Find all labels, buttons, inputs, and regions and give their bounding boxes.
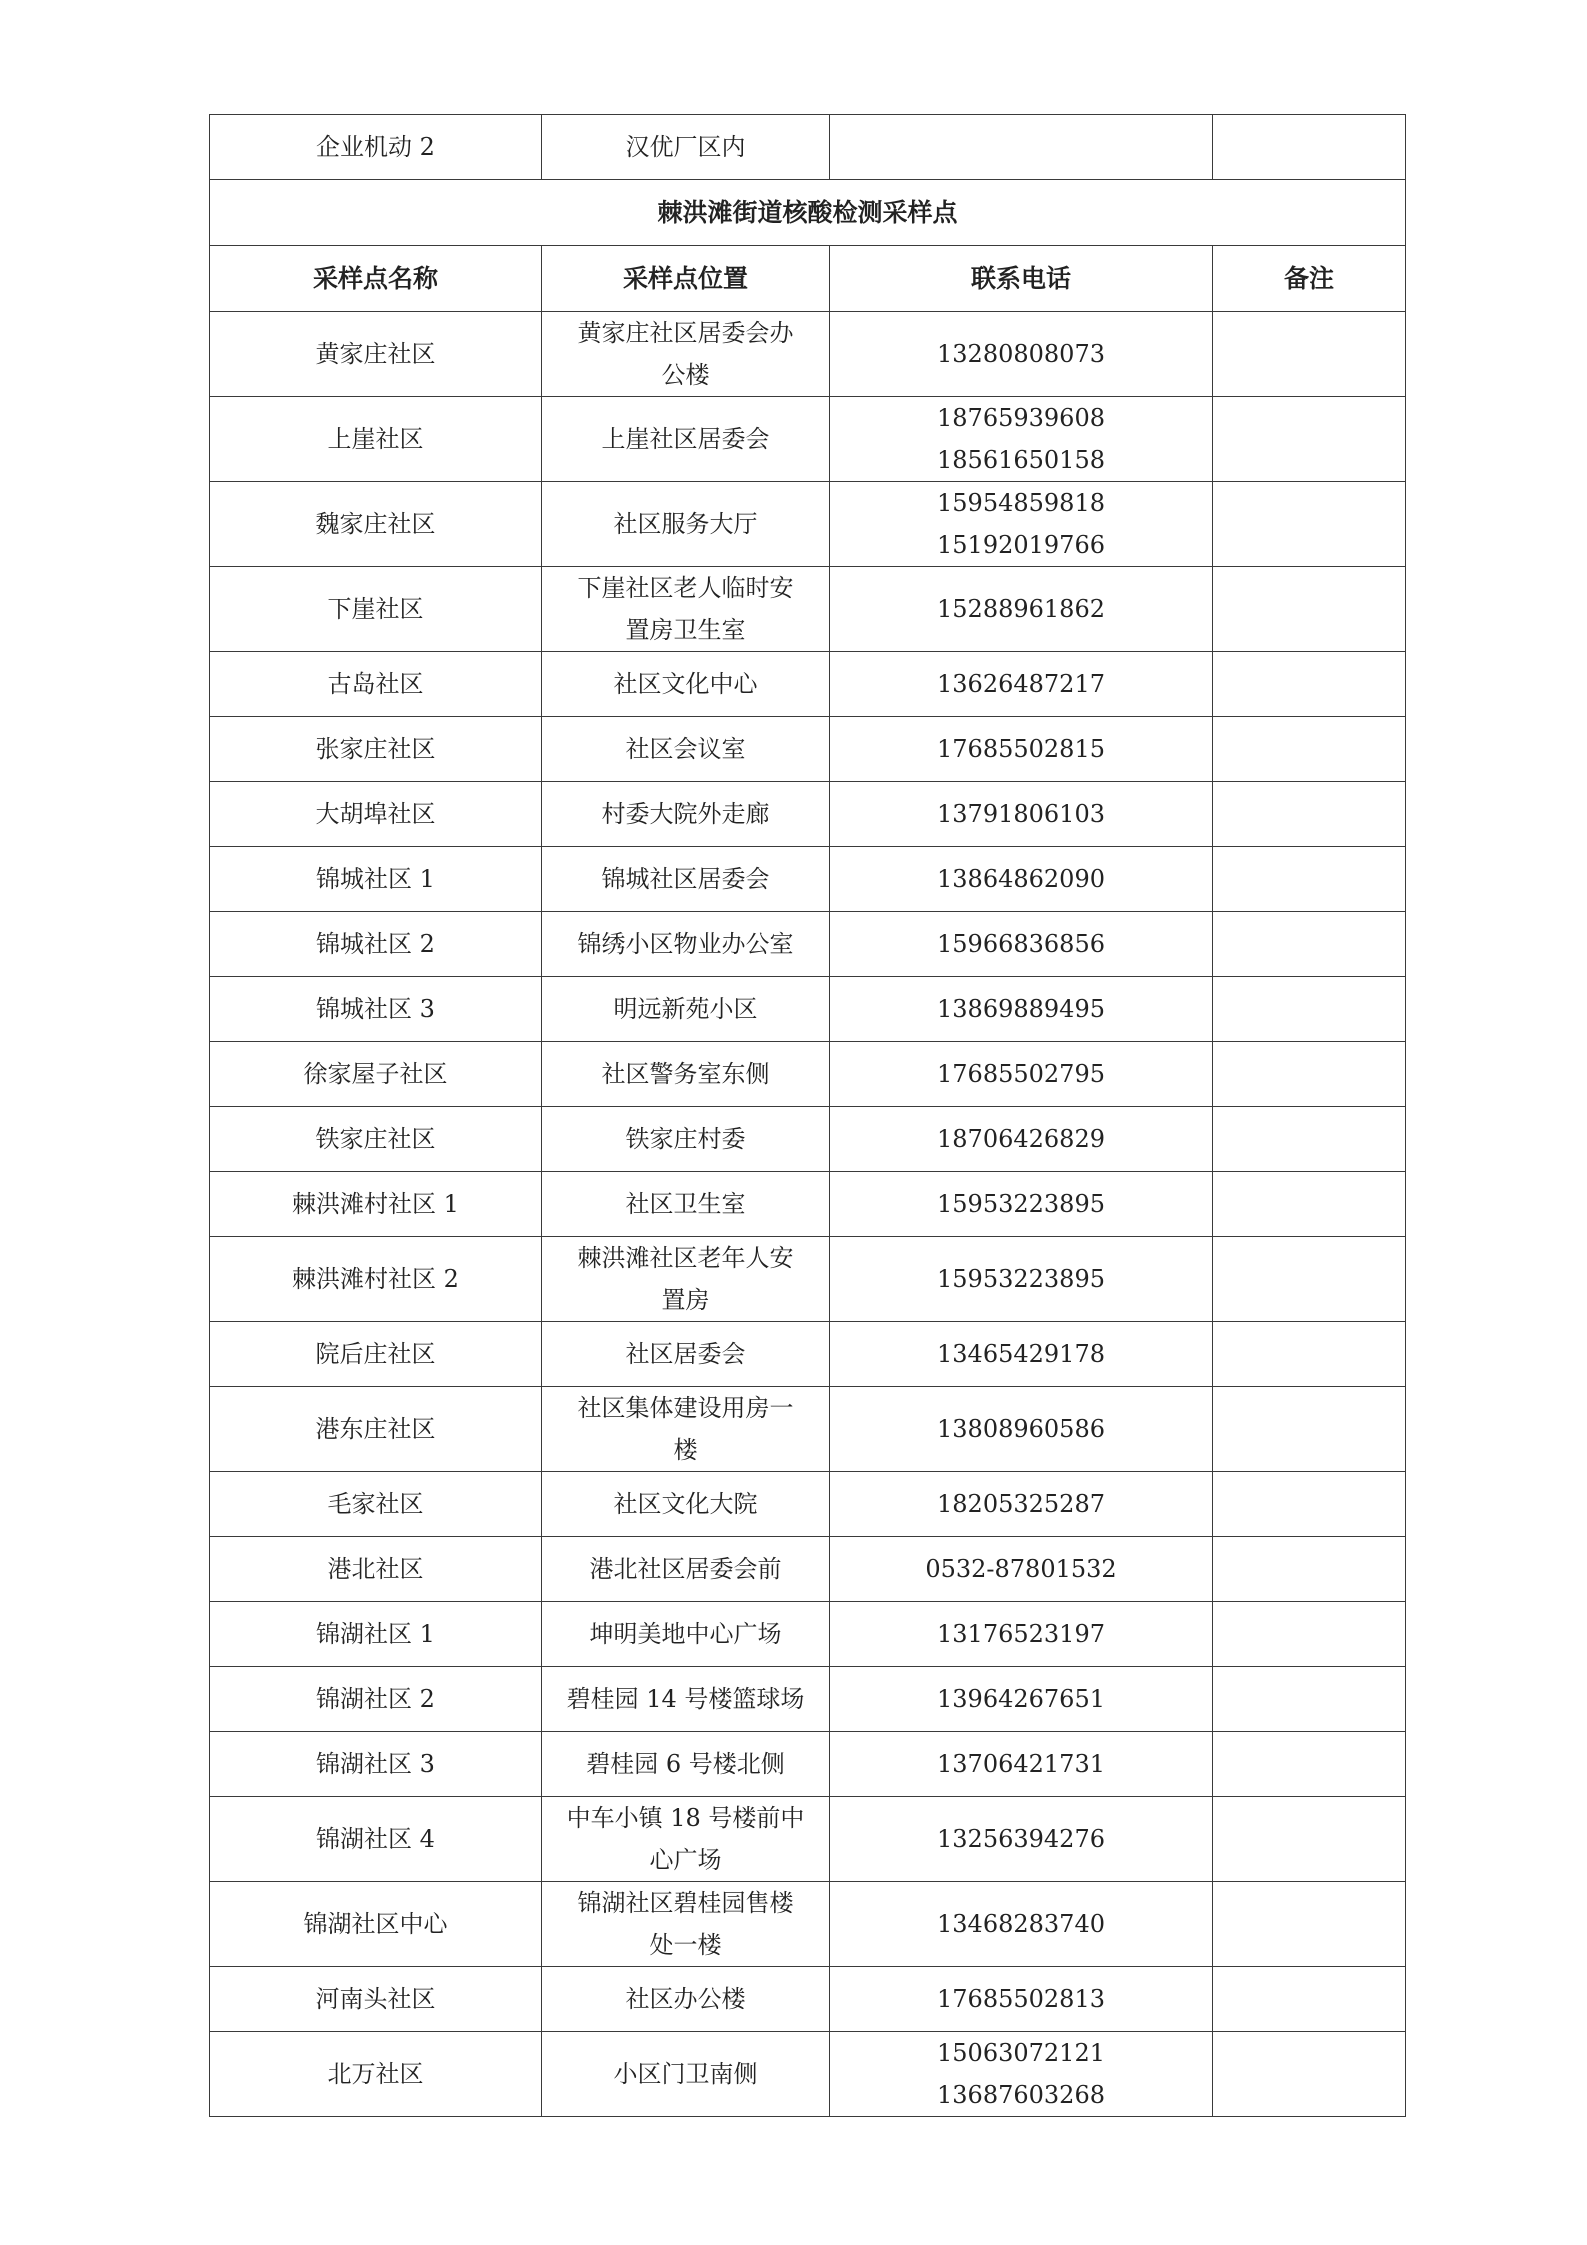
site-location-cell — [542, 482, 830, 567]
phone-number: 13256394276 — [937, 1825, 1105, 1853]
header-phone: 联系电话 — [830, 246, 1213, 312]
site-name-cell: 铁家庄社区 — [210, 1107, 542, 1172]
header-location: 采样点位置 — [542, 246, 830, 312]
table-row — [210, 1237, 1406, 1322]
site-location-cell — [542, 1472, 830, 1537]
site-location-line: 社区文化大院 — [613, 1490, 758, 1518]
site-name-cell: 锦城社区 2 — [210, 912, 542, 977]
site-phone-cell — [830, 1967, 1213, 2032]
site-note-cell — [1213, 1667, 1406, 1732]
table-row — [210, 1172, 1406, 1237]
site-note-cell — [1213, 1537, 1406, 1602]
table-row — [210, 652, 1406, 717]
site-location-line: 明远新苑小区 — [613, 995, 758, 1023]
phone-number: 18561650158 — [937, 446, 1105, 474]
site-name-cell: 港北社区 — [210, 1537, 542, 1602]
site-phone-cell — [830, 115, 1213, 180]
site-location-line: 村委大院外走廊 — [601, 800, 770, 828]
site-name-cell: 棘洪滩村社区 2 — [210, 1237, 542, 1322]
site-note-cell — [1213, 1322, 1406, 1387]
site-phone-cell — [830, 1107, 1213, 1172]
site-phone-cell — [830, 1732, 1213, 1797]
site-location-line: 黄家庄社区居委会办 — [577, 319, 794, 347]
site-note-cell — [1213, 847, 1406, 912]
site-location-line: 小区门卫南侧 — [613, 2060, 758, 2088]
site-location-line: 中车小镇 18 号楼前中 — [566, 1804, 805, 1832]
site-name-cell: 锦湖社区 2 — [210, 1667, 542, 1732]
table-row — [210, 312, 1406, 397]
phone-number: 18706426829 — [937, 1125, 1105, 1153]
site-location-line: 心广场 — [649, 1846, 722, 1874]
site-location-line: 锦绣小区物业办公室 — [577, 930, 794, 958]
site-location-line: 社区文化中心 — [613, 670, 758, 698]
phone-number: 15966836856 — [937, 930, 1105, 958]
site-location-cell — [542, 397, 830, 482]
site-location-cell — [542, 782, 830, 847]
table-row — [210, 1667, 1406, 1732]
site-name-cell: 锦城社区 3 — [210, 977, 542, 1042]
site-location-line: 下崖社区老人临时安 — [577, 574, 794, 602]
table-row — [210, 977, 1406, 1042]
site-name-cell: 下崖社区 — [210, 567, 542, 652]
site-location-cell — [542, 1537, 830, 1602]
phone-number: 13964267651 — [937, 1685, 1105, 1713]
table-row — [210, 847, 1406, 912]
site-note-cell — [1213, 1797, 1406, 1882]
phone-number: 13791806103 — [937, 800, 1105, 828]
site-phone-cell — [830, 1387, 1213, 1472]
site-location-line: 楼 — [673, 1436, 698, 1464]
table-row — [210, 1882, 1406, 1967]
site-phone-cell — [830, 1322, 1213, 1387]
phone-number: 13808960586 — [937, 1415, 1105, 1443]
site-name-cell: 徐家屋子社区 — [210, 1042, 542, 1107]
site-location-cell — [542, 717, 830, 782]
phone-number: 13687603268 — [937, 2081, 1105, 2109]
site-phone-cell — [830, 1042, 1213, 1107]
phone-number: 13626487217 — [937, 670, 1105, 698]
table-row — [210, 1042, 1406, 1107]
site-location-line: 碧桂园 6 号楼北侧 — [586, 1750, 785, 1778]
phone-number: 13706421731 — [937, 1750, 1105, 1778]
site-name-cell: 北万社区 — [210, 2032, 542, 2117]
phone-number: 15288961862 — [937, 595, 1105, 623]
site-phone-cell — [830, 397, 1213, 482]
site-phone-cell — [830, 782, 1213, 847]
site-location-line: 置房 — [661, 1286, 710, 1314]
table-row-top — [210, 115, 1406, 180]
site-location-cell — [542, 1322, 830, 1387]
table-row — [210, 482, 1406, 567]
site-note-cell — [1213, 567, 1406, 652]
site-note-cell — [1213, 1602, 1406, 1667]
site-location-cell — [542, 1667, 830, 1732]
site-note-cell — [1213, 782, 1406, 847]
site-name-cell: 毛家社区 — [210, 1472, 542, 1537]
table-row — [210, 1602, 1406, 1667]
site-location-cell — [542, 1387, 830, 1472]
site-location-line: 坤明美地中心广场 — [589, 1620, 782, 1648]
site-phone-cell — [830, 652, 1213, 717]
site-location-line: 社区集体建设用房一 — [577, 1394, 794, 1422]
sampling-sites-table — [209, 114, 1406, 2117]
phone-number: 15953223895 — [937, 1190, 1105, 1218]
site-location-line: 锦城社区居委会 — [601, 865, 770, 893]
site-name-cell: 锦湖社区中心 — [210, 1882, 542, 1967]
site-phone-cell — [830, 1537, 1213, 1602]
site-phone-cell — [830, 1602, 1213, 1667]
site-location-line: 公楼 — [661, 361, 710, 389]
site-note-cell — [1213, 1387, 1406, 1472]
phone-number: 17685502813 — [937, 1985, 1105, 2013]
site-phone-cell — [830, 1472, 1213, 1537]
site-note-cell — [1213, 1732, 1406, 1797]
phone-number: 0532-87801532 — [925, 1555, 1117, 1583]
site-name-cell: 企业机动 2 — [210, 115, 542, 180]
site-location-line: 社区办公楼 — [625, 1985, 746, 2013]
site-phone-cell — [830, 567, 1213, 652]
site-name-cell: 大胡埠社区 — [210, 782, 542, 847]
site-name-cell: 锦城社区 1 — [210, 847, 542, 912]
site-location-cell — [542, 2032, 830, 2117]
site-location-line: 上崖社区居委会 — [601, 425, 770, 453]
site-note-cell — [1213, 312, 1406, 397]
site-name-cell: 院后庄社区 — [210, 1322, 542, 1387]
phone-number: 13176523197 — [937, 1620, 1105, 1648]
site-name-cell: 古岛社区 — [210, 652, 542, 717]
phone-number: 15192019766 — [937, 531, 1105, 559]
site-location-line: 棘洪滩社区老年人安 — [577, 1244, 794, 1272]
table-body — [210, 115, 1406, 2117]
site-location-line: 社区居委会 — [625, 1340, 746, 1368]
site-phone-cell — [830, 482, 1213, 567]
site-location-cell — [542, 652, 830, 717]
site-location-line: 锦湖社区碧桂园售楼 — [577, 1889, 794, 1917]
site-note-cell — [1213, 652, 1406, 717]
site-name-cell: 张家庄社区 — [210, 717, 542, 782]
site-location-cell — [542, 1602, 830, 1667]
phone-number: 18205325287 — [937, 1490, 1105, 1518]
site-location-line: 社区卫生室 — [625, 1190, 746, 1218]
site-note-cell — [1213, 397, 1406, 482]
site-name-cell: 港东庄社区 — [210, 1387, 542, 1472]
site-location-cell — [542, 912, 830, 977]
site-location-line: 社区警务室东侧 — [601, 1060, 770, 1088]
site-location-cell: 汉优厂区内 — [542, 115, 830, 180]
site-name-cell: 棘洪滩村社区 1 — [210, 1172, 542, 1237]
phone-number: 17685502815 — [937, 735, 1105, 763]
site-name-cell: 黄家庄社区 — [210, 312, 542, 397]
site-phone-cell — [830, 312, 1213, 397]
header-note: 备注 — [1213, 246, 1406, 312]
site-phone-cell — [830, 1882, 1213, 1967]
site-phone-cell — [830, 1237, 1213, 1322]
site-location-cell — [542, 1237, 830, 1322]
phone-number: 18765939608 — [937, 404, 1105, 432]
header-row — [210, 246, 1406, 312]
table-row — [210, 567, 1406, 652]
site-location-cell — [542, 1797, 830, 1882]
site-phone-cell — [830, 1172, 1213, 1237]
phone-number: 13465429178 — [937, 1340, 1105, 1368]
site-note-cell — [1213, 977, 1406, 1042]
site-phone-cell — [830, 2032, 1213, 2117]
site-phone-cell — [830, 1797, 1213, 1882]
site-note-cell — [1213, 717, 1406, 782]
table-row — [210, 1967, 1406, 2032]
site-phone-cell — [830, 847, 1213, 912]
site-location-line: 碧桂园 14 号楼篮球场 — [566, 1685, 805, 1713]
site-name-cell: 魏家庄社区 — [210, 482, 542, 567]
site-location-line: 社区会议室 — [625, 735, 746, 763]
site-location-cell — [542, 1042, 830, 1107]
site-location-cell — [542, 1172, 830, 1237]
phone-number: 13864862090 — [937, 865, 1105, 893]
site-name-cell: 锦湖社区 3 — [210, 1732, 542, 1797]
site-note-cell — [1213, 2032, 1406, 2117]
table-row — [210, 1322, 1406, 1387]
site-location-cell — [542, 312, 830, 397]
table-row — [210, 2032, 1406, 2117]
site-phone-cell — [830, 1667, 1213, 1732]
section-title: 棘洪滩街道核酸检测采样点 — [210, 180, 1406, 246]
site-name-cell: 锦湖社区 1 — [210, 1602, 542, 1667]
phone-number: 15954859818 — [937, 489, 1105, 517]
section-title-row — [210, 180, 1406, 246]
table-row — [210, 782, 1406, 847]
site-name-cell: 河南头社区 — [210, 1967, 542, 2032]
site-name-cell: 上崖社区 — [210, 397, 542, 482]
phone-number: 15953223895 — [937, 1265, 1105, 1293]
phone-number: 13280808073 — [937, 340, 1105, 368]
site-location-line: 港北社区居委会前 — [589, 1555, 782, 1583]
table-row — [210, 1472, 1406, 1537]
site-note-cell — [1213, 1882, 1406, 1967]
site-note-cell — [1213, 1172, 1406, 1237]
site-note-cell — [1213, 1107, 1406, 1172]
phone-number: 15063072121 — [937, 2039, 1105, 2067]
site-name-cell: 锦湖社区 4 — [210, 1797, 542, 1882]
site-note-cell — [1213, 1042, 1406, 1107]
table-row — [210, 1107, 1406, 1172]
header-name: 采样点名称 — [210, 246, 542, 312]
site-note-cell — [1213, 1472, 1406, 1537]
site-note-cell — [1213, 1237, 1406, 1322]
site-location-cell — [542, 1882, 830, 1967]
site-note-cell — [1213, 482, 1406, 567]
site-note-cell — [1213, 115, 1406, 180]
site-location-line: 社区服务大厅 — [613, 510, 758, 538]
site-location-cell — [542, 1732, 830, 1797]
table-row — [210, 397, 1406, 482]
phone-number: 17685502795 — [937, 1060, 1105, 1088]
table-row — [210, 1732, 1406, 1797]
site-location-cell — [542, 1967, 830, 2032]
phone-number: 13468283740 — [937, 1910, 1105, 1938]
table-row — [210, 717, 1406, 782]
table-row — [210, 1797, 1406, 1882]
site-note-cell — [1213, 912, 1406, 977]
phone-number: 13869889495 — [937, 995, 1105, 1023]
site-location-line: 铁家庄村委 — [625, 1125, 746, 1153]
site-location-cell — [542, 1107, 830, 1172]
site-phone-cell — [830, 912, 1213, 977]
table-row — [210, 1387, 1406, 1472]
site-location-cell — [542, 567, 830, 652]
site-location-cell — [542, 847, 830, 912]
table-row — [210, 1537, 1406, 1602]
site-note-cell — [1213, 1967, 1406, 2032]
table-row — [210, 912, 1406, 977]
site-location-line: 置房卫生室 — [625, 616, 746, 644]
site-location-line: 处一楼 — [649, 1931, 722, 1959]
site-phone-cell — [830, 717, 1213, 782]
site-location-cell — [542, 977, 830, 1042]
site-phone-cell — [830, 977, 1213, 1042]
